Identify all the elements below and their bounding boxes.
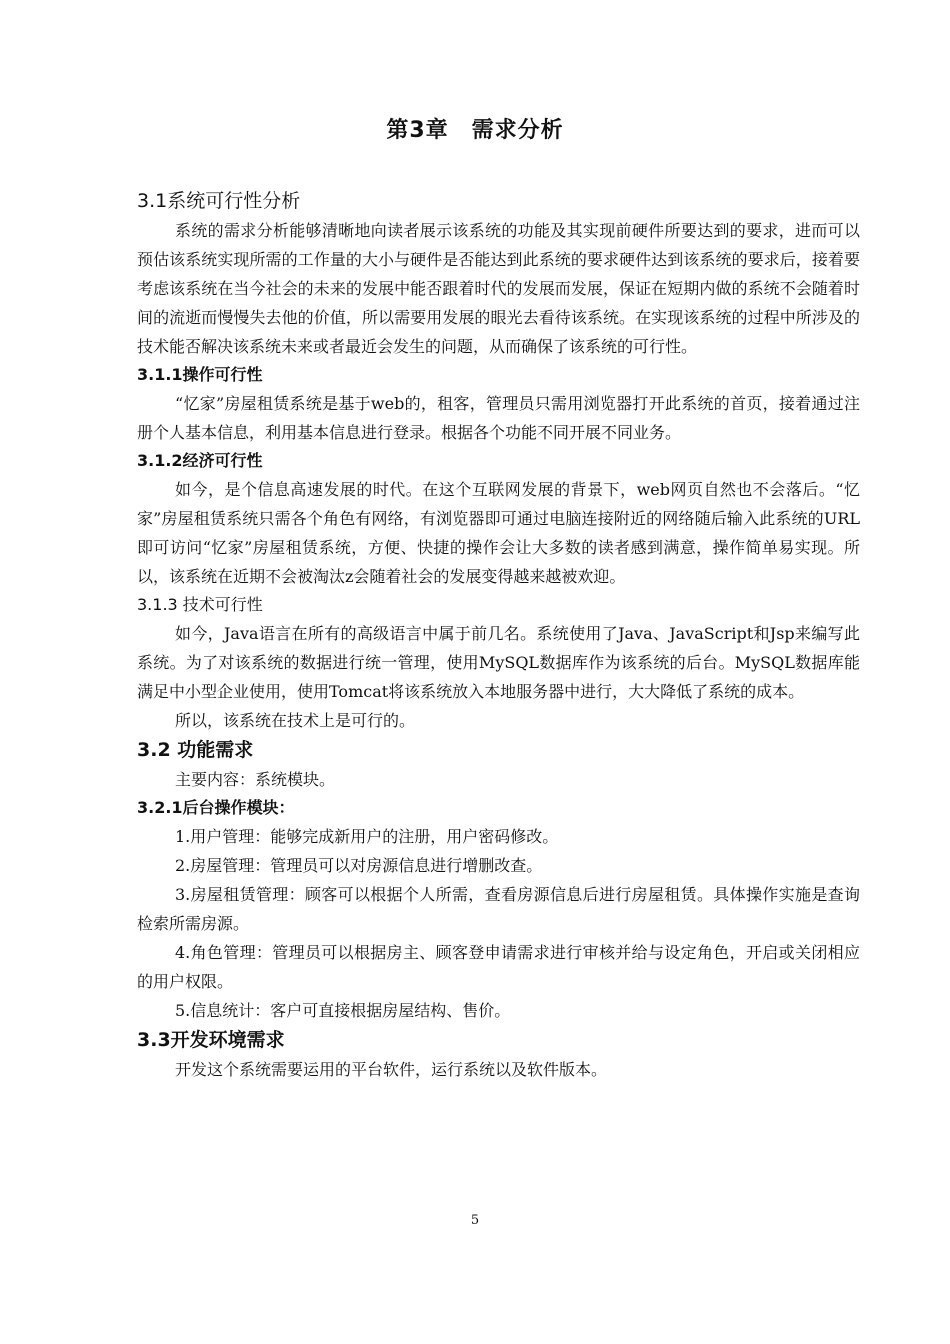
list-item: 4.角色管理：管理员可以根据房主、顾客登申请需求进行审核并给与设定角色，开启或关闭相应的用户权限。 (137, 943, 860, 991)
section-3-1-3-paragraph: 如今，Java语言在所有的高级语言中属于前几名。系统使用了Java、JavaScript和Jsp来编写此系统。为了对该系统的数据进行统一管理，使用MySQL数据库作为该系统的后台。MySQL数据库能满足中小型企业使用，使用Tomcat将该系统放入本地服务器中进行，大大降低了系统的成本。 (137, 624, 860, 701)
section-3-1-2-paragraph: 如今，是个信息高速发展的时代。在这个互联网发展的背景下，web网页自然也不会落后。“忆家”房屋租赁系统只需各个角色有网络，有浏览器即可通过电脑连接附近的网络随后输入此系统的URL即可访问“忆家”房屋租赁系统，方便、快捷的操作会让大多数的读者感到满意，操作简单易实现。所以，该系统在近期不会被淘汰z会随着社会的发展变得越来越被欢迎。 (137, 480, 860, 586)
section-3-1-paragraph: 系统的需求分析能够清晰地向读者展示该系统的功能及其实现前硬件所要达到的要求，进而可以预估该系统实现所需的工作量的大小与硬件是否能达到此系统的要求硬件达到该系统的要求后，接着要考虑该系统在当今社会的未来的发展中能否跟着时代的发展而发展，保证在短期内做的系统不会随着时间的流逝而慢慢失去他的价值，所以需要用发展的眼光去看待该系统。在实现该系统的过程中所涉及的技术能否解决该系统未来或者最近会发生的问题，从而确保了该系统的可行性。 (137, 221, 860, 356)
section-heading-3-1: 3.1系统可行性分析 (137, 190, 301, 212)
list-item: 1.用户管理：能够完成新用户的注册，用户密码修改。 (175, 827, 559, 846)
section-heading-3-1-3: 3.1.3 技术可行性 (137, 595, 263, 614)
chapter-title: 第3章 需求分析 (386, 118, 564, 143)
section-heading-3-2-1: 3.2.1后台操作模块： (137, 798, 295, 817)
page-number: 5 (470, 1213, 480, 1228)
list-item: 2.房屋管理：管理员可以对房源信息进行增删改查。 (175, 856, 543, 875)
list-item: 3.房屋租赁管理：顾客可以根据个人所需，查看房源信息后进行房屋租赁。具体操作实施是查询检索所需房源。 (137, 885, 860, 933)
section-heading-3-1-1: 3.1.1操作可行性 (137, 365, 263, 384)
section-heading-3-3: 3.3开发环境需求 (137, 1029, 285, 1051)
section-3-3-paragraph: 开发这个系统需要运用的平台软件，运行系统以及软件版本。 (175, 1060, 608, 1079)
section-heading-3-2: 3.2 功能需求 (137, 739, 254, 761)
section-heading-3-1-2: 3.1.2经济可行性 (137, 451, 263, 470)
section-3-1-3-conclusion: 所以，该系统在技术上是可行的。 (175, 711, 416, 730)
list-item: 5.信息统计：客户可直接根据房屋结构、售价。 (175, 1001, 511, 1020)
section-3-2-intro: 主要内容：系统模块。 (175, 770, 336, 789)
page-body (137, 186, 860, 1084)
section-3-1-1-paragraph: “忆家”房屋租赁系统是基于web的，租客，管理员只需用浏览器打开此系统的首页，接着通过注册个人基本信息，利用基本信息进行登录。根据各个功能不同开展不同业务。 (137, 394, 860, 442)
